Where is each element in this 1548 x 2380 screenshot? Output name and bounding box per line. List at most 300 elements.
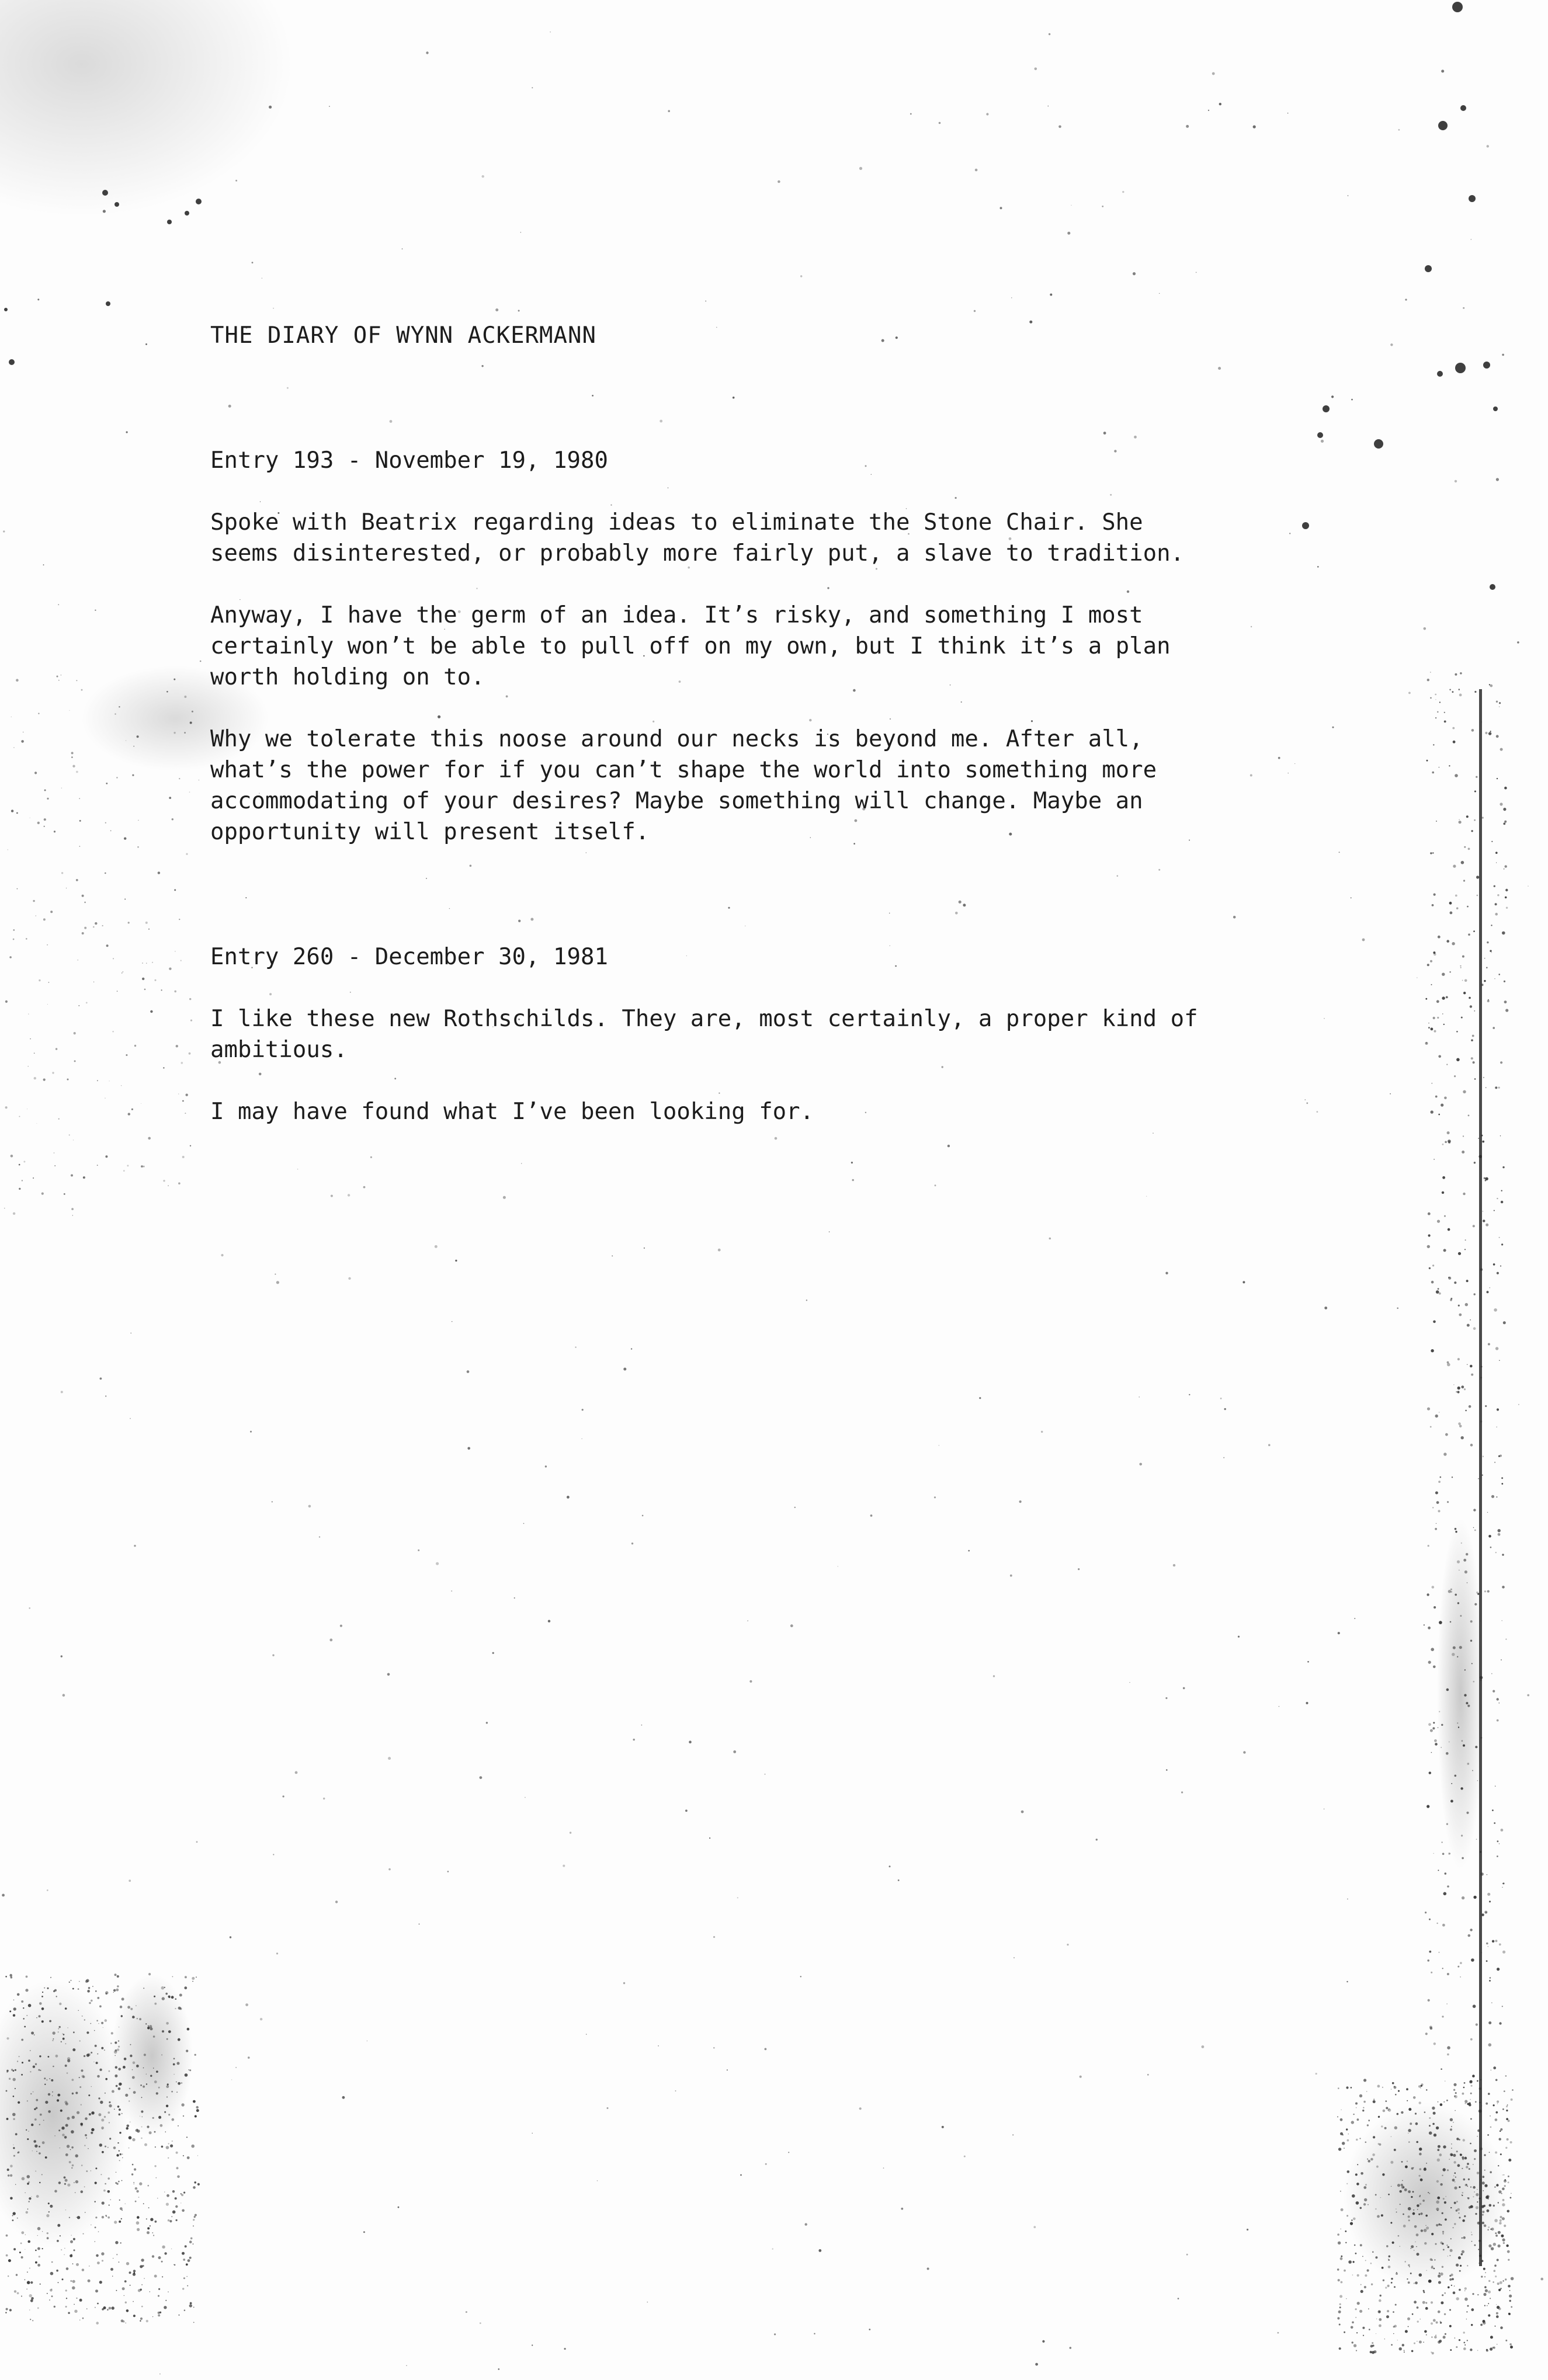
ink-speck bbox=[95, 2201, 96, 2202]
ink-speck bbox=[1484, 2286, 1487, 2288]
ink-speck bbox=[1493, 2066, 1496, 2069]
ink-speck bbox=[121, 2218, 122, 2219]
ink-speck bbox=[71, 752, 74, 754]
ink-speck bbox=[13, 2155, 15, 2157]
ink-speck bbox=[149, 2131, 152, 2134]
ink-speck bbox=[388, 1868, 391, 1871]
ink-speck bbox=[1381, 2214, 1383, 2216]
ink-speck bbox=[1391, 2344, 1393, 2346]
ink-speck bbox=[1212, 72, 1215, 75]
ink-speck bbox=[1414, 2225, 1417, 2228]
ink-speck bbox=[168, 1185, 169, 1186]
ink-speck bbox=[1431, 1028, 1434, 1031]
ink-speck bbox=[117, 1985, 119, 1988]
ink-speck bbox=[1435, 2335, 1436, 2336]
ink-speck bbox=[82, 2318, 84, 2319]
ink-speck bbox=[164, 2252, 166, 2254]
ink-speck bbox=[1342, 2134, 1344, 2135]
ink-speck bbox=[1476, 2206, 1478, 2209]
ink-speck bbox=[1435, 1743, 1438, 1746]
ink-speck bbox=[1508, 2176, 1509, 2177]
ink-speck bbox=[1463, 2087, 1465, 2089]
ink-speck bbox=[109, 2101, 110, 2103]
ink-speck bbox=[84, 2186, 85, 2187]
ink-speck bbox=[71, 1980, 72, 1981]
ink-speck bbox=[76, 680, 77, 681]
ink-speck bbox=[1437, 711, 1439, 713]
ink-speck bbox=[1035, 68, 1037, 71]
ink-speck bbox=[1490, 950, 1491, 952]
ink-speck bbox=[1454, 2285, 1455, 2287]
ink-speck bbox=[1474, 791, 1476, 793]
ink-speck bbox=[1462, 2158, 1464, 2160]
ink-speck bbox=[76, 2298, 77, 2299]
ink-speck bbox=[1427, 1959, 1429, 1962]
ink-speck bbox=[1487, 2229, 1489, 2231]
ink-speck bbox=[964, 2156, 966, 2157]
ink-speck bbox=[13, 1212, 15, 1215]
ink-speck bbox=[67, 2184, 70, 2187]
ink-speck bbox=[1354, 1618, 1355, 1619]
ink-speck bbox=[466, 2311, 467, 2313]
ink-speck bbox=[1346, 2086, 1348, 2089]
ink-speck bbox=[1490, 2115, 1491, 2117]
ink-speck bbox=[1442, 1144, 1444, 1145]
ink-speck bbox=[23, 2007, 24, 2009]
ink-speck bbox=[1413, 2096, 1416, 2099]
ink-speck bbox=[1390, 1093, 1391, 1095]
ink-speck bbox=[15, 2069, 16, 2071]
ink-speck bbox=[718, 1249, 721, 1252]
ink-speck bbox=[71, 2130, 74, 2134]
ink-speck bbox=[82, 895, 84, 897]
ink-speck bbox=[1426, 1805, 1429, 1808]
ink-speck bbox=[1485, 1224, 1488, 1227]
ink-speck bbox=[1452, 2179, 1455, 2181]
ink-speck bbox=[77, 2111, 79, 2114]
ink-speck bbox=[183, 2115, 184, 2117]
ink-speck bbox=[1473, 1509, 1476, 1511]
ink-speck bbox=[1340, 2118, 1343, 2121]
ink-speck bbox=[1460, 967, 1462, 968]
ink-speck bbox=[27, 2138, 29, 2140]
ink-speck bbox=[1362, 2110, 1364, 2111]
ink-speck bbox=[1451, 2143, 1452, 2145]
ink-speck bbox=[132, 2076, 135, 2079]
ink-speck bbox=[1428, 1545, 1429, 1547]
ink-speck bbox=[1476, 1839, 1477, 1840]
ink-speck bbox=[1467, 2340, 1468, 2341]
ink-speck bbox=[1482, 1141, 1484, 1143]
ink-speck bbox=[901, 2208, 903, 2210]
ink-speck bbox=[1166, 1769, 1168, 1771]
ink-speck bbox=[1324, 1809, 1325, 1810]
ink-speck bbox=[1387, 2310, 1389, 2312]
ink-speck bbox=[1367, 2124, 1369, 2126]
ink-speck bbox=[1437, 371, 1443, 377]
ink-speck bbox=[1455, 2110, 1456, 2111]
ink-speck bbox=[138, 2197, 140, 2198]
ink-speck bbox=[76, 771, 78, 773]
ink-speck bbox=[47, 1004, 48, 1005]
ink-speck bbox=[21, 2256, 23, 2259]
ink-speck bbox=[116, 2085, 118, 2087]
ink-speck bbox=[38, 713, 39, 714]
ink-speck bbox=[91, 2052, 92, 2054]
ink-speck bbox=[1446, 1752, 1449, 1755]
ink-speck bbox=[1450, 2118, 1453, 2121]
ink-speck bbox=[1424, 2330, 1427, 2333]
ink-speck bbox=[75, 2155, 78, 2157]
ink-speck bbox=[200, 661, 202, 662]
ink-speck bbox=[1122, 191, 1124, 193]
ink-speck bbox=[41, 1996, 43, 1997]
ink-speck bbox=[86, 2170, 88, 2172]
ink-speck bbox=[162, 1997, 165, 2000]
ink-speck bbox=[564, 2348, 566, 2350]
ink-speck bbox=[1505, 2179, 1506, 2180]
ink-speck bbox=[1464, 1669, 1466, 1670]
ink-speck bbox=[148, 2025, 149, 2027]
ink-speck bbox=[119, 2261, 120, 2263]
ink-speck bbox=[1450, 1589, 1452, 1590]
ink-speck bbox=[1505, 2147, 1507, 2149]
ink-speck bbox=[126, 2309, 129, 2312]
ink-speck bbox=[1495, 1086, 1497, 1089]
ink-speck bbox=[1453, 1646, 1456, 1649]
ink-speck bbox=[39, 2055, 41, 2057]
ink-speck bbox=[13, 939, 15, 940]
ink-speck bbox=[49, 2078, 50, 2079]
ink-speck bbox=[166, 2085, 169, 2088]
ink-speck bbox=[64, 2248, 65, 2249]
ink-speck bbox=[18, 2152, 19, 2153]
ink-speck bbox=[119, 2150, 120, 2152]
ink-speck bbox=[97, 1997, 99, 1999]
ink-speck bbox=[1439, 1293, 1441, 1295]
ink-speck bbox=[1473, 2186, 1476, 2189]
ink-speck bbox=[1445, 1141, 1447, 1144]
ink-speck bbox=[1438, 2281, 1441, 2284]
ink-speck bbox=[1391, 2282, 1393, 2284]
ink-speck bbox=[36, 2195, 39, 2198]
ink-speck bbox=[65, 2289, 67, 2291]
ink-speck bbox=[1488, 2314, 1490, 2316]
ink-speck bbox=[1345, 2230, 1346, 2232]
ink-speck bbox=[1494, 1462, 1495, 1463]
ink-speck bbox=[78, 1005, 79, 1006]
ink-speck bbox=[156, 2092, 158, 2094]
ink-speck bbox=[39, 2146, 40, 2148]
ink-speck bbox=[186, 1094, 188, 1096]
ink-speck bbox=[1470, 1620, 1473, 1622]
ink-speck bbox=[1482, 2176, 1484, 2178]
ink-speck bbox=[1470, 2093, 1472, 2094]
ink-speck bbox=[1438, 121, 1448, 130]
ink-speck bbox=[1463, 2332, 1465, 2333]
ink-speck bbox=[774, 2333, 776, 2335]
ink-speck bbox=[1486, 1960, 1488, 1962]
ink-speck bbox=[1347, 2139, 1349, 2142]
ink-speck bbox=[1463, 2179, 1466, 2181]
ink-speck bbox=[968, 1550, 970, 1552]
ink-speck bbox=[196, 1976, 197, 1978]
ink-speck bbox=[1463, 992, 1466, 994]
ink-speck bbox=[1337, 2317, 1339, 2319]
ink-speck bbox=[153, 2235, 154, 2236]
ink-speck bbox=[1035, 2363, 1038, 2366]
ink-speck bbox=[1441, 1747, 1442, 1748]
ink-speck bbox=[974, 310, 976, 312]
ink-speck bbox=[1507, 2138, 1509, 2141]
ink-speck bbox=[1426, 2334, 1427, 2336]
ink-speck bbox=[1435, 1415, 1438, 1417]
ink-speck bbox=[13, 2147, 15, 2149]
ink-speck bbox=[184, 1986, 187, 1989]
ink-speck bbox=[1439, 1711, 1440, 1712]
ink-speck bbox=[631, 1348, 632, 1349]
ink-speck bbox=[169, 797, 171, 799]
ink-speck bbox=[1374, 439, 1383, 449]
ink-speck bbox=[27, 2281, 30, 2284]
ink-speck bbox=[250, 1431, 252, 1433]
ink-speck bbox=[942, 2126, 944, 2128]
ink-speck bbox=[40, 2284, 41, 2285]
ink-speck bbox=[1362, 2256, 1363, 2257]
ink-speck bbox=[135, 2201, 137, 2202]
ink-speck bbox=[84, 2019, 85, 2020]
ink-speck bbox=[647, 2302, 648, 2303]
ink-speck bbox=[81, 2069, 83, 2072]
ink-speck bbox=[1472, 2075, 1475, 2077]
ink-speck bbox=[1340, 2257, 1343, 2260]
ink-speck bbox=[86, 1002, 88, 1004]
ink-speck bbox=[57, 2224, 60, 2227]
ink-speck bbox=[1408, 2129, 1411, 2132]
ink-speck bbox=[1429, 2193, 1430, 2194]
ink-speck bbox=[1508, 2259, 1509, 2261]
ink-speck bbox=[1488, 1343, 1490, 1346]
ink-speck bbox=[1428, 2280, 1432, 2283]
ink-speck bbox=[137, 2216, 140, 2219]
ink-speck bbox=[275, 1274, 276, 1275]
ink-speck bbox=[1486, 1943, 1488, 1945]
ink-speck bbox=[1502, 2217, 1505, 2220]
ink-speck bbox=[185, 2245, 187, 2247]
ink-speck bbox=[88, 2280, 91, 2282]
ink-speck bbox=[1442, 1013, 1443, 1014]
ink-speck bbox=[1421, 2229, 1423, 2232]
ink-speck bbox=[17, 2292, 19, 2295]
ink-speck bbox=[1495, 1552, 1497, 1553]
ink-speck bbox=[1404, 2350, 1405, 2351]
ink-speck bbox=[1339, 2303, 1341, 2305]
ink-speck bbox=[1463, 1135, 1464, 1137]
ink-speck bbox=[21, 2039, 23, 2041]
ink-speck bbox=[21, 2074, 23, 2076]
ink-speck bbox=[16, 812, 18, 814]
ink-speck bbox=[1488, 2043, 1492, 2047]
ink-speck bbox=[1070, 2347, 1072, 2349]
ink-speck bbox=[1483, 2268, 1485, 2270]
ink-speck bbox=[128, 922, 130, 923]
ink-speck bbox=[1502, 2239, 1505, 2242]
ink-speck bbox=[1483, 1077, 1484, 1078]
ink-speck bbox=[1388, 2108, 1391, 2111]
ink-speck bbox=[1019, 1500, 1022, 1503]
ink-speck bbox=[142, 963, 143, 964]
ink-speck bbox=[1444, 2201, 1446, 2204]
ink-speck bbox=[713, 2047, 715, 2049]
ink-speck bbox=[1448, 1228, 1450, 1231]
ink-speck bbox=[120, 2153, 122, 2155]
ink-speck bbox=[1409, 2266, 1410, 2267]
ink-speck bbox=[11, 2069, 13, 2070]
ink-speck bbox=[1498, 2202, 1499, 2203]
ink-speck bbox=[78, 1988, 79, 1990]
ink-speck bbox=[1482, 2211, 1484, 2213]
ink-speck bbox=[1397, 1308, 1398, 1309]
ink-speck bbox=[1477, 895, 1478, 897]
ink-speck bbox=[1501, 1483, 1503, 1485]
ink-speck bbox=[34, 2108, 36, 2110]
ink-speck bbox=[1497, 778, 1498, 779]
ink-speck bbox=[1386, 2245, 1389, 2247]
ink-speck bbox=[63, 1694, 65, 1697]
ink-speck bbox=[78, 2010, 79, 2011]
ink-speck bbox=[1441, 2068, 1442, 2070]
ink-speck bbox=[1495, 2326, 1496, 2327]
ink-speck bbox=[91, 2111, 94, 2114]
ink-speck bbox=[196, 2109, 199, 2112]
ink-speck bbox=[1243, 1751, 1245, 1753]
ink-speck bbox=[927, 2268, 929, 2270]
ink-speck bbox=[187, 2285, 188, 2287]
ink-speck bbox=[44, 818, 46, 821]
ink-speck bbox=[82, 2268, 84, 2271]
ink-speck bbox=[71, 2235, 72, 2236]
ink-speck bbox=[155, 2221, 157, 2223]
ink-speck bbox=[1505, 1009, 1508, 1012]
ink-speck bbox=[1426, 2163, 1427, 2164]
ink-speck bbox=[1444, 721, 1446, 723]
ink-speck bbox=[1344, 2148, 1345, 2149]
ink-speck bbox=[1482, 2214, 1484, 2216]
ink-speck bbox=[21, 2231, 24, 2234]
ink-speck bbox=[114, 1974, 117, 1976]
ink-speck bbox=[1434, 2042, 1436, 2045]
ink-speck bbox=[176, 2091, 178, 2093]
ink-speck bbox=[1454, 1075, 1456, 1077]
ink-speck bbox=[1471, 1057, 1473, 1059]
ink-speck bbox=[1508, 2159, 1511, 2162]
ink-speck bbox=[1355, 2253, 1357, 2254]
ink-speck bbox=[1377, 2085, 1380, 2088]
ink-speck bbox=[3, 530, 5, 532]
ink-speck bbox=[1496, 2315, 1499, 2318]
ink-speck bbox=[1433, 1321, 1436, 1323]
ink-speck bbox=[1368, 2120, 1370, 2121]
ink-speck bbox=[16, 679, 19, 682]
ink-speck bbox=[1443, 2168, 1446, 2171]
ink-speck bbox=[1477, 2201, 1478, 2202]
ink-speck bbox=[15, 2184, 16, 2185]
ink-speck bbox=[51, 2079, 53, 2082]
ink-speck bbox=[1430, 2027, 1433, 2030]
ink-speck bbox=[140, 2320, 141, 2322]
ink-speck bbox=[482, 175, 484, 178]
ink-speck bbox=[1370, 2158, 1373, 2161]
ink-speck bbox=[1502, 932, 1505, 935]
ink-speck bbox=[1449, 765, 1450, 766]
ink-speck bbox=[709, 1837, 710, 1839]
ink-speck bbox=[114, 202, 119, 207]
ink-speck bbox=[172, 1976, 173, 1978]
ink-speck bbox=[1419, 2273, 1422, 2277]
ink-speck bbox=[1443, 2101, 1445, 2103]
ink-speck bbox=[1498, 2289, 1501, 2291]
ink-speck bbox=[122, 972, 123, 974]
ink-speck bbox=[181, 2193, 182, 2194]
ink-speck bbox=[113, 2146, 116, 2149]
ink-speck bbox=[26, 2129, 27, 2131]
ink-speck bbox=[1411, 2196, 1412, 2198]
ink-speck bbox=[42, 2141, 45, 2144]
ink-speck bbox=[143, 2086, 145, 2088]
ink-speck bbox=[1447, 1973, 1449, 1975]
ink-speck bbox=[1496, 862, 1497, 863]
ink-speck bbox=[109, 2205, 110, 2206]
ink-speck bbox=[75, 2180, 78, 2183]
ink-speck bbox=[109, 2070, 110, 2072]
ink-speck bbox=[96, 2254, 99, 2257]
ink-speck bbox=[185, 1113, 186, 1114]
ink-speck bbox=[107, 2190, 110, 2193]
ink-speck bbox=[126, 1054, 127, 1056]
ink-speck bbox=[105, 2093, 106, 2094]
ink-speck bbox=[1491, 841, 1493, 842]
ink-speck bbox=[498, 2368, 500, 2370]
ink-speck bbox=[36, 2107, 38, 2110]
ink-speck bbox=[1464, 846, 1466, 848]
ink-speck bbox=[61, 872, 63, 874]
ink-speck bbox=[1504, 2185, 1506, 2187]
ink-speck bbox=[129, 2088, 131, 2090]
ink-speck bbox=[179, 2315, 180, 2316]
ink-speck bbox=[467, 1447, 470, 1450]
ink-speck bbox=[1407, 2160, 1408, 2162]
ink-speck bbox=[1504, 981, 1505, 982]
ink-speck bbox=[1458, 2256, 1461, 2259]
ink-speck bbox=[1352, 2194, 1355, 2198]
ink-speck bbox=[1383, 2280, 1384, 2281]
ink-speck bbox=[173, 2058, 175, 2060]
ink-speck bbox=[800, 1976, 801, 1977]
ink-speck bbox=[1416, 2246, 1417, 2247]
ink-speck bbox=[190, 722, 192, 724]
ink-speck bbox=[1494, 978, 1495, 979]
ink-speck bbox=[133, 2182, 134, 2183]
ink-speck bbox=[21, 2296, 22, 2297]
ink-speck bbox=[72, 1988, 74, 1990]
ink-speck bbox=[675, 2090, 676, 2091]
ink-speck bbox=[194, 2216, 196, 2218]
ink-speck bbox=[1490, 2171, 1492, 2173]
ink-speck bbox=[1431, 984, 1432, 985]
ink-speck bbox=[1356, 2183, 1359, 2186]
ink-speck bbox=[335, 1900, 338, 1903]
ink-speck bbox=[1454, 2096, 1456, 2097]
